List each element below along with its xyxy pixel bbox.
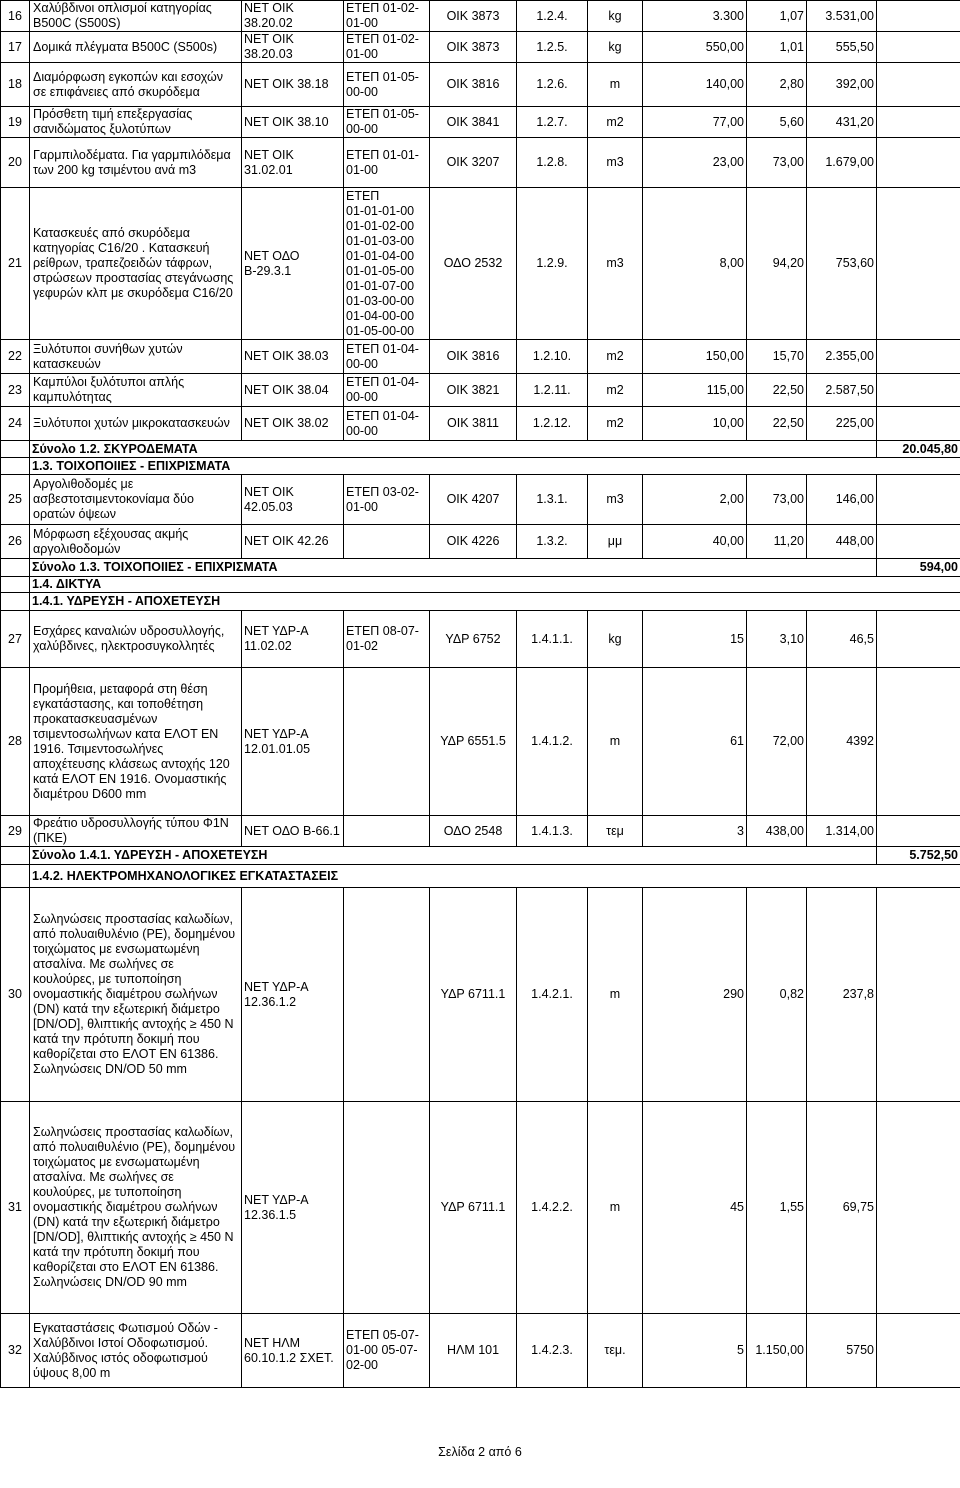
quantity: 140,00: [643, 63, 747, 107]
item-number: 19: [1, 107, 30, 138]
item-reference: 1.4.2.2.: [517, 1102, 588, 1314]
unit: kg: [588, 32, 643, 63]
etep-code: [344, 668, 430, 816]
item-description: Πρόσθετη τιμή επεξεργασίας σανιδώματος ξυλοτύπων: [30, 107, 242, 138]
unit: m2: [588, 374, 643, 407]
line-amount: 237,8: [807, 888, 877, 1102]
line-amount: 1.679,00: [807, 138, 877, 188]
item-number: 20: [1, 138, 30, 188]
section-heading-row: [1, 865, 960, 888]
item-description: Σωληνώσεις προστασίας καλωδίων, από πολυαιθυλένιο (PE), δομημένου τοιχώματος με ενσωματωμένη ατσαλίνα. Με σωλήνες σε κουλούρες, με τυποποίηση ονομαστικής διαμέτρου σωλήνων (DN) κατά την εξωτερική διάμετρο [DN/OD], θλιπτικής αντοχής ≥ 450 N κατά την πρότυπη δοκιμή που καθορίζεται στο ΕΛΟΤ ΕΝ 61386. Σωληνώσεις DN/OD 50 mm: [30, 888, 242, 1102]
article-code: ΥΔΡ 6752: [430, 611, 517, 668]
etep-code: [344, 888, 430, 1102]
article-code: ΟΔΟ 2548: [430, 816, 517, 847]
item-number: 18: [1, 63, 30, 107]
etep-code: ΕΤΕΠ 01-02-01-00: [344, 32, 430, 63]
subtotal-amount: 5.752,50: [877, 847, 960, 865]
unit-price: 2,80: [747, 63, 807, 107]
group-total: [877, 1, 960, 32]
item-number: 27: [1, 611, 30, 668]
line-amount: 46,5: [807, 611, 877, 668]
net-code: ΝΕΤ ΥΔΡ-Α 12.36.1.2: [242, 888, 344, 1102]
etep-code: ΕΤΕΠ 01-05-00-00: [344, 63, 430, 107]
table-row: [1, 816, 960, 847]
item-reference: 1.4.1.2.: [517, 668, 588, 816]
item-reference: 1.2.4.: [517, 1, 588, 32]
line-amount: 1.314,00: [807, 816, 877, 847]
unit: m3: [588, 188, 643, 340]
item-reference: 1.2.10.: [517, 340, 588, 374]
item-number: 23: [1, 374, 30, 407]
row-spacer: [1, 593, 30, 611]
quantity: 290: [643, 888, 747, 1102]
article-code: ΟΙΚ 4226: [430, 525, 517, 559]
group-total: [877, 138, 960, 188]
item-number: 17: [1, 32, 30, 63]
subtotal-label: Σύνολο 1.4.1. ΥΔΡΕΥΣΗ - ΑΠΟΧΕΤΕΥΣΗ: [30, 847, 877, 865]
quantity: 10,00: [643, 407, 747, 441]
etep-code: ΕΤΕΠ 01-04-00-00: [344, 374, 430, 407]
etep-code: [344, 525, 430, 559]
unit: m: [588, 668, 643, 816]
article-code: ΟΙΚ 4207: [430, 475, 517, 525]
group-total: [877, 374, 960, 407]
item-number: 26: [1, 525, 30, 559]
net-code: ΝΕΤ ΟΙΚ 42.05.03: [242, 475, 344, 525]
etep-code: ΕΤΕΠ 08-07-01-02: [344, 611, 430, 668]
line-amount: 2.355,00: [807, 340, 877, 374]
row-spacer: [1, 847, 30, 865]
quantity: 150,00: [643, 340, 747, 374]
quantity: 115,00: [643, 374, 747, 407]
group-total: [877, 340, 960, 374]
section-title: 1.4. ΔΙΚΤΥΑ: [30, 577, 960, 593]
section-title: 1.3. ΤΟΙΧΟΠΟΙΙΕΣ - ΕΠΙΧΡΙΣΜΑΤΑ: [30, 458, 960, 475]
item-reference: 1.2.9.: [517, 188, 588, 340]
article-code: ΟΙΚ 3811: [430, 407, 517, 441]
section-title: 1.4.1. ΥΔΡΕΥΣΗ - ΑΠΟΧΕΤΕΥΣΗ: [30, 593, 960, 611]
item-reference: 1.4.1.1.: [517, 611, 588, 668]
etep-code: ΕΤΕΠ 01-04-00-00: [344, 407, 430, 441]
unit-price: 94,20: [747, 188, 807, 340]
line-amount: 431,20: [807, 107, 877, 138]
etep-code: [344, 816, 430, 847]
table-row: [1, 1314, 960, 1388]
item-number: 28: [1, 668, 30, 816]
item-number: 32: [1, 1314, 30, 1388]
article-code: ΥΔΡ 6711.1: [430, 888, 517, 1102]
line-amount: 3.531,00: [807, 1, 877, 32]
unit: m2: [588, 407, 643, 441]
group-total: [877, 668, 960, 816]
group-total: [877, 888, 960, 1102]
etep-code: ΕΤΕΠ 01-02-01-00: [344, 1, 430, 32]
row-spacer: [1, 865, 30, 888]
quantity: 5: [643, 1314, 747, 1388]
table-row: [1, 1102, 960, 1314]
quantity: 15: [643, 611, 747, 668]
unit: m3: [588, 138, 643, 188]
item-description: Κατασκευές από σκυρόδεμα κατηγορίας C16/20 . Κατασκευή ρείθρων, τραπεζοειδών τάφρων, στρώσεων προστασίας στεγάνωσης γεφυρών κλπ με σκυρόδεμα C16/20: [30, 188, 242, 340]
item-number: 22: [1, 340, 30, 374]
table-row: [1, 63, 960, 107]
line-amount: 753,60: [807, 188, 877, 340]
unit-price: 73,00: [747, 138, 807, 188]
item-description: Διαμόρφωση εγκοπών και εσοχών σε επιφάνειες από σκυρόδεμα: [30, 63, 242, 107]
item-description: Γαρμπιλοδέματα. Για γαρμπιλόδεμα των 200 kg τσιμέντου ανά m3: [30, 138, 242, 188]
etep-code: ΕΤΕΠ 01-01-01-00 01-01-02-00 01-01-03-00 01-01-04-00 01-01-05-00 01-01-07-00 01-03-00-00 01-04-00-00 01-05-00-00: [344, 188, 430, 340]
item-description: Χαλύβδινοι οπλισμοί κατηγορίας B500C (S500S): [30, 1, 242, 32]
quantity: 550,00: [643, 32, 747, 63]
table-row: [1, 888, 960, 1102]
group-total: [877, 611, 960, 668]
group-total: [877, 525, 960, 559]
line-amount: 69,75: [807, 1102, 877, 1314]
item-reference: 1.2.7.: [517, 107, 588, 138]
item-reference: 1.4.2.3.: [517, 1314, 588, 1388]
group-total: [877, 107, 960, 138]
article-code: ΟΙΚ 3207: [430, 138, 517, 188]
table-row: [1, 374, 960, 407]
net-code: ΝΕΤ ΗΛΜ 60.10.1.2 ΣΧΕΤ.: [242, 1314, 344, 1388]
unit: m2: [588, 340, 643, 374]
net-code: ΝΕΤ ΟΙΚ 38.10: [242, 107, 344, 138]
etep-code: ΕΤΕΠ 01-05-00-00: [344, 107, 430, 138]
unit-price: 0,82: [747, 888, 807, 1102]
unit-price: 11,20: [747, 525, 807, 559]
article-code: ΥΔΡ 6551.5: [430, 668, 517, 816]
unit: kg: [588, 1, 643, 32]
net-code: ΝΕΤ ΟΙΚ 38.20.02: [242, 1, 344, 32]
quantity: 77,00: [643, 107, 747, 138]
article-code: ΗΛΜ 101: [430, 1314, 517, 1388]
item-reference: 1.2.12.: [517, 407, 588, 441]
table-row: [1, 1, 960, 32]
etep-code: ΕΤΕΠ 01-04-00-00: [344, 340, 430, 374]
unit: m2: [588, 107, 643, 138]
item-number: 30: [1, 888, 30, 1102]
net-code: ΝΕΤ ΥΔΡ-Α 12.36.1.5: [242, 1102, 344, 1314]
item-number: 29: [1, 816, 30, 847]
net-code: ΝΕΤ ΟΙΚ 38.04: [242, 374, 344, 407]
unit-price: 1,07: [747, 1, 807, 32]
item-reference: 1.3.2.: [517, 525, 588, 559]
net-code: ΝΕΤ ΟΙΚ 38.18: [242, 63, 344, 107]
item-reference: 1.2.8.: [517, 138, 588, 188]
item-description: Μόρφωση εξέχουσας ακμής αργολιθοδομών: [30, 525, 242, 559]
article-code: ΟΙΚ 3873: [430, 32, 517, 63]
table-row: [1, 340, 960, 374]
row-spacer: [1, 441, 30, 458]
item-reference: 1.4.1.3.: [517, 816, 588, 847]
unit-price: 72,00: [747, 668, 807, 816]
item-reference: 1.2.11.: [517, 374, 588, 407]
net-code: ΝΕΤ ΟΙΚ 31.02.01: [242, 138, 344, 188]
unit-price: 3,10: [747, 611, 807, 668]
group-total: [877, 407, 960, 441]
table-row: [1, 668, 960, 816]
subtotal-amount: 594,00: [877, 559, 960, 577]
item-description: Ξυλότυποι χυτών μικροκατασκευών: [30, 407, 242, 441]
unit: τεμ: [588, 816, 643, 847]
article-code: ΟΙΚ 3841: [430, 107, 517, 138]
subtotal-label: Σύνολο 1.2. ΣΚΥΡΟΔΕΜΑΤΑ: [30, 441, 877, 458]
quantity: 8,00: [643, 188, 747, 340]
net-code: ΝΕΤ ΥΔΡ-Α 12.01.01.05: [242, 668, 344, 816]
table-row: [1, 138, 960, 188]
item-reference: 1.2.6.: [517, 63, 588, 107]
table-row: [1, 188, 960, 340]
unit: m: [588, 888, 643, 1102]
net-code: ΝΕΤ ΟΙΚ 38.03: [242, 340, 344, 374]
page-footer: Σελίδα 2 από 6: [438, 1445, 522, 1459]
subtotal-amount: 20.045,80: [877, 441, 960, 458]
item-description: Ξυλότυποι συνήθων χυτών κατασκευών: [30, 340, 242, 374]
quantity: 23,00: [643, 138, 747, 188]
item-reference: 1.3.1.: [517, 475, 588, 525]
group-total: [877, 816, 960, 847]
item-number: 16: [1, 1, 30, 32]
subtotal-label: Σύνολο 1.3. ΤΟΙΧΟΠΟΙΙΕΣ - ΕΠΙΧΡΙΣΜΑΤΑ: [30, 559, 877, 577]
group-total: [877, 1314, 960, 1388]
unit: m: [588, 63, 643, 107]
unit-price: 438,00: [747, 816, 807, 847]
group-total: [877, 475, 960, 525]
unit-price: 5,60: [747, 107, 807, 138]
item-number: 31: [1, 1102, 30, 1314]
article-code: ΟΙΚ 3816: [430, 63, 517, 107]
line-amount: 2.587,50: [807, 374, 877, 407]
unit-price: 22,50: [747, 374, 807, 407]
line-amount: 448,00: [807, 525, 877, 559]
net-code: ΝΕΤ ΟΙΚ 42.26: [242, 525, 344, 559]
item-description: Προμήθεια, μεταφορά στη θέση εγκατάστασης, και τοποθέτηση προκατασκευασμένων τσιμεντοσωλήνων κατα ΕΛΟΤ ΕΝ 1916. Τσιμεντοσωλήνες αποχέτευσης κλάσεως αντοχής 120 κατά ΕΛΟΤ ΕΝ 1916. Ονομαστικής διαμέτρου D600 mm: [30, 668, 242, 816]
group-total: [877, 63, 960, 107]
table-row: [1, 475, 960, 525]
item-description: Φρεάτιο υδροσυλλογής τύπου Φ1Ν (ΠΚΕ): [30, 816, 242, 847]
table-row: [1, 525, 960, 559]
quantity: 45: [643, 1102, 747, 1314]
net-code: ΝΕΤ ΟΔΟ Β-29.3.1: [242, 188, 344, 340]
article-code: ΟΙΚ 3821: [430, 374, 517, 407]
table-row: [1, 107, 960, 138]
item-number: 24: [1, 407, 30, 441]
quantity: 61: [643, 668, 747, 816]
article-code: ΥΔΡ 6711.1: [430, 1102, 517, 1314]
article-code: ΟΙΚ 3873: [430, 1, 517, 32]
unit-price: 1,01: [747, 32, 807, 63]
unit: m: [588, 1102, 643, 1314]
net-code: ΝΕΤ ΥΔΡ-Α 11.02.02: [242, 611, 344, 668]
quantity: 3.300: [643, 1, 747, 32]
unit: τεμ.: [588, 1314, 643, 1388]
section-heading-row: [1, 577, 960, 593]
unit: μμ: [588, 525, 643, 559]
item-reference: 1.2.5.: [517, 32, 588, 63]
item-description: Εσχάρες καναλιών υδροσυλλογής, χαλύβδινες, ηλεκτροσυγκολλητές: [30, 611, 242, 668]
quantity: 2,00: [643, 475, 747, 525]
item-description: Σωληνώσεις προστασίας καλωδίων, από πολυαιθυλένιο (PE), δομημένου τοιχώματος με ενσωματωμένη ατσαλίνα. Με σωλήνες σε κουλούρες, με τυποποίηση ονομαστικής διαμέτρου σωλήνων (DN) κατά την εξωτερική διάμετρο [DN/OD], θλιπτικής αντοχής ≥ 450 N κατά την πρότυπη δοκιμή που καθορίζεται στο ΕΛΟΤ ΕΝ 61386. Σωληνώσεις DN/OD 90 mm: [30, 1102, 242, 1314]
row-spacer: [1, 458, 30, 475]
unit-price: 15,70: [747, 340, 807, 374]
net-code: ΝΕΤ ΟΔΟ Β-66.1: [242, 816, 344, 847]
item-description: Καμπύλοι ξυλότυποι απλής καμπυλότητας: [30, 374, 242, 407]
subtotal-row: [1, 441, 960, 458]
line-amount: 225,00: [807, 407, 877, 441]
line-amount: 146,00: [807, 475, 877, 525]
group-total: [877, 188, 960, 340]
row-spacer: [1, 559, 30, 577]
group-total: [877, 32, 960, 63]
section-title: 1.4.2. ΗΛΕΚΤΡΟΜΗΧΑΝΟΛΟΓΙΚΕΣ ΕΓΚΑΤΑΣΤΑΣΕΙΣ: [30, 865, 960, 888]
table-row: [1, 32, 960, 63]
item-reference: 1.4.2.1.: [517, 888, 588, 1102]
etep-code: ΕΤΕΠ 03-02-01-00: [344, 475, 430, 525]
quantity: 40,00: [643, 525, 747, 559]
unit-price: 22,50: [747, 407, 807, 441]
section-heading-row: [1, 458, 960, 475]
table-row: [1, 611, 960, 668]
article-code: ΟΙΚ 3816: [430, 340, 517, 374]
etep-code: ΕΤΕΠ 01-01-01-00: [344, 138, 430, 188]
table-row: [1, 407, 960, 441]
quantity: 3: [643, 816, 747, 847]
net-code: ΝΕΤ ΟΙΚ 38.20.03: [242, 32, 344, 63]
item-description: Εγκαταστάσεις Φωτισμού Οδών - Χαλύβδινοι Ιστοί Οδοφωτισμού. Χαλύβδινος ιστός οδοφωτισμού ύψους 8,00 m: [30, 1314, 242, 1388]
section-heading-row: [1, 593, 960, 611]
etep-code: ΕΤΕΠ 05-07-01-00 05-07-02-00: [344, 1314, 430, 1388]
subtotal-row: [1, 847, 960, 865]
etep-code: [344, 1102, 430, 1314]
article-code: ΟΔΟ 2532: [430, 188, 517, 340]
item-description: Αργολιθοδομές με ασβεστοτσιμεντοκονίαμα δύο ορατών όψεων: [30, 475, 242, 525]
line-amount: 4392: [807, 668, 877, 816]
unit: kg: [588, 611, 643, 668]
group-total: [877, 1102, 960, 1314]
unit-price: 73,00: [747, 475, 807, 525]
net-code: ΝΕΤ ΟΙΚ 38.02: [242, 407, 344, 441]
unit-price: 1,55: [747, 1102, 807, 1314]
item-number: 21: [1, 188, 30, 340]
item-description: Δομικά πλέγματα B500C (S500s): [30, 32, 242, 63]
row-spacer: [1, 577, 30, 593]
item-number: 25: [1, 475, 30, 525]
line-amount: 555,50: [807, 32, 877, 63]
subtotal-row: [1, 559, 960, 577]
unit: m3: [588, 475, 643, 525]
unit-price: 1.150,00: [747, 1314, 807, 1388]
line-amount: 392,00: [807, 63, 877, 107]
line-amount: 5750: [807, 1314, 877, 1388]
